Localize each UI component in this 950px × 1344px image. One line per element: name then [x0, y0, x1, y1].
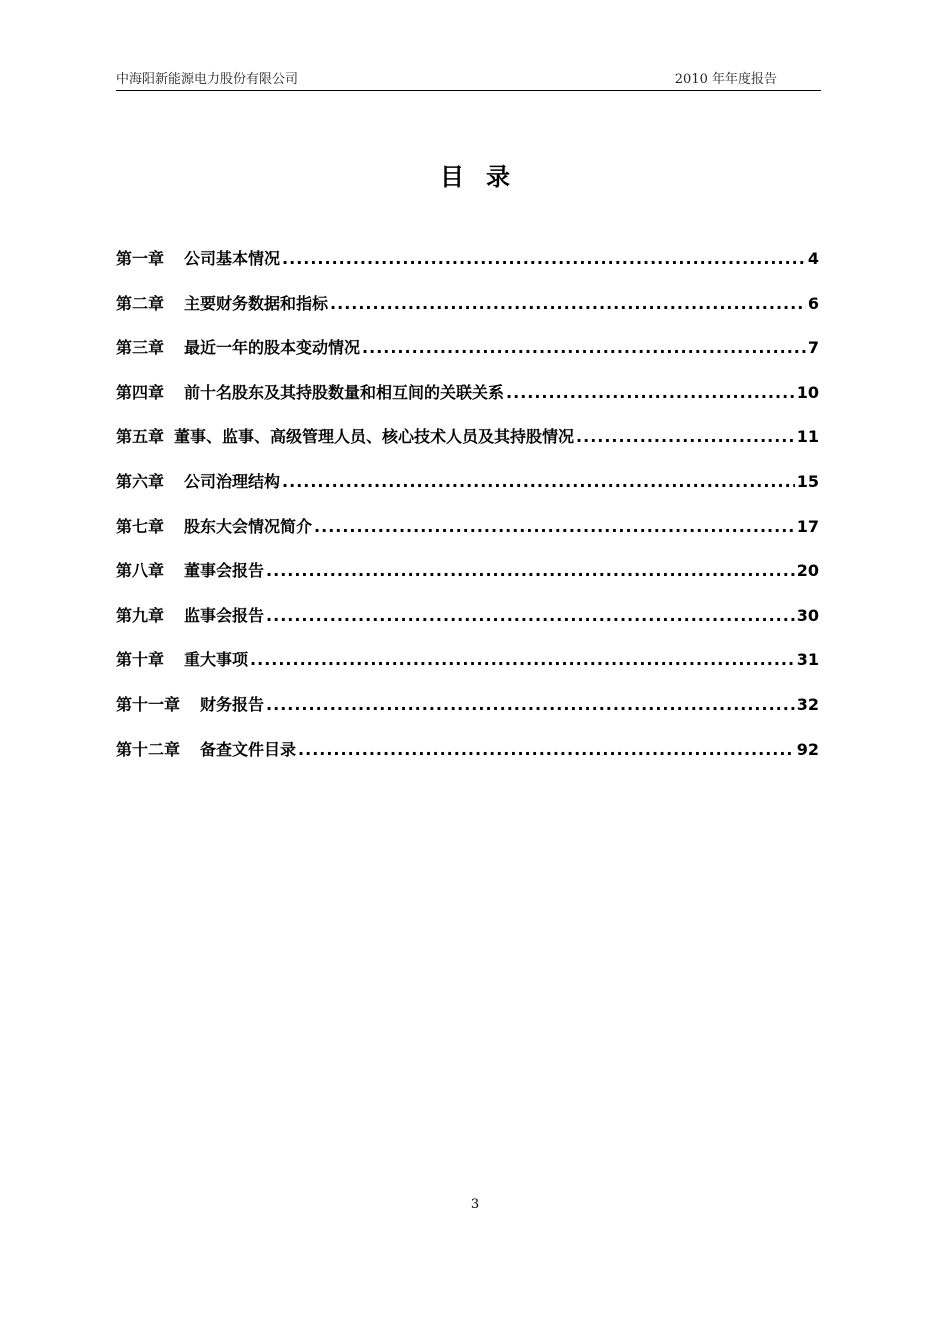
toc-chapter-label: 第九章: [116, 605, 165, 625]
toc-entry-9[interactable]: [116, 603, 819, 648]
company-name: 中海阳新能源电力股份有限公司: [116, 72, 299, 87]
toc-entry-8[interactable]: [116, 558, 819, 603]
toc-chapter-name: 股东大会情况简介: [184, 516, 313, 536]
toc-entry-4[interactable]: [116, 380, 819, 425]
toc-entry-11[interactable]: [116, 692, 819, 737]
report-title: 2010 年年度报告: [674, 72, 777, 87]
toc-dot-leader: [282, 472, 795, 491]
toc-chapter-name: 重大事项: [184, 650, 249, 670]
toc-entry-12[interactable]: [116, 737, 819, 782]
toc-page-number: 20: [796, 561, 819, 581]
page-number: 3: [470, 1197, 480, 1212]
toc-chapter-label: 第二章: [116, 293, 165, 313]
toc-entry-3[interactable]: [116, 335, 819, 380]
toc-page-number: 6: [807, 293, 819, 313]
toc-page-number: 17: [796, 516, 819, 536]
toc-dot-leader: [298, 740, 795, 759]
toc-chapter-label: 第四章: [116, 382, 165, 402]
toc-entry-1[interactable]: [116, 246, 819, 291]
toc-chapter-name: 备查文件目录: [200, 739, 297, 759]
toc-chapter-name: 公司治理结构: [184, 471, 281, 491]
toc-chapter-name: 监事会报告: [184, 605, 265, 625]
toc-entry-10[interactable]: [116, 647, 819, 692]
toc-dot-leader: [362, 338, 806, 357]
toc-page-number: 7: [807, 338, 819, 358]
toc-page-number: 4: [807, 249, 819, 268]
toc-dot-leader: [266, 695, 795, 714]
toc-dot-leader: [314, 517, 795, 536]
toc-dot-leader: [282, 249, 806, 268]
toc-chapter-name: 前十名股东及其持股数量和相互间的关联关系: [184, 382, 505, 402]
toc-dot-leader: [576, 427, 795, 446]
toc-chapter-label: 第五章: [116, 427, 165, 447]
toc-entry-6[interactable]: [116, 469, 819, 514]
toc-entry-5[interactable]: [116, 424, 819, 469]
toc-entry-2[interactable]: [116, 291, 819, 336]
toc-chapter-name: 财务报告: [200, 694, 265, 714]
toc-dot-leader: [266, 561, 795, 580]
toc-chapter-label: 第六章: [116, 471, 165, 491]
toc-chapter-label: 第十章: [116, 650, 165, 670]
toc-dot-leader: [266, 606, 795, 625]
page-header: [116, 64, 821, 91]
toc-page-number: 30: [796, 605, 819, 625]
toc-title: 目录: [440, 163, 532, 191]
toc-entry-7[interactable]: [116, 514, 819, 559]
toc-chapter-name: 主要财务数据和指标: [184, 293, 329, 313]
table-of-contents: [116, 246, 819, 781]
toc-page-number: 92: [796, 739, 819, 759]
toc-chapter-name: 最近一年的股本变动情况: [184, 338, 361, 358]
toc-chapter-label: 第七章: [116, 516, 165, 536]
toc-chapter-name: 董事、监事、高级管理人员、核心技术人员及其持股情况: [174, 427, 575, 447]
toc-chapter-name: 董事会报告: [184, 561, 265, 581]
toc-chapter-label: 第八章: [116, 561, 165, 581]
toc-page-number: 11: [796, 427, 819, 447]
toc-dot-leader: [506, 383, 795, 402]
toc-chapter-label: 第十二章: [116, 739, 181, 759]
toc-page-number: 15: [796, 471, 819, 491]
toc-dot-leader: [330, 294, 806, 313]
toc-chapter-label: 第十一章: [116, 694, 181, 714]
toc-dot-leader: [250, 650, 795, 669]
toc-chapter-name: 公司基本情况: [184, 249, 281, 268]
toc-chapter-label: 第一章: [116, 249, 165, 268]
toc-page-number: 10: [796, 382, 819, 402]
toc-page-number: 32: [796, 694, 819, 714]
toc-chapter-label: 第三章: [116, 338, 165, 358]
toc-page-number: 31: [796, 650, 819, 670]
